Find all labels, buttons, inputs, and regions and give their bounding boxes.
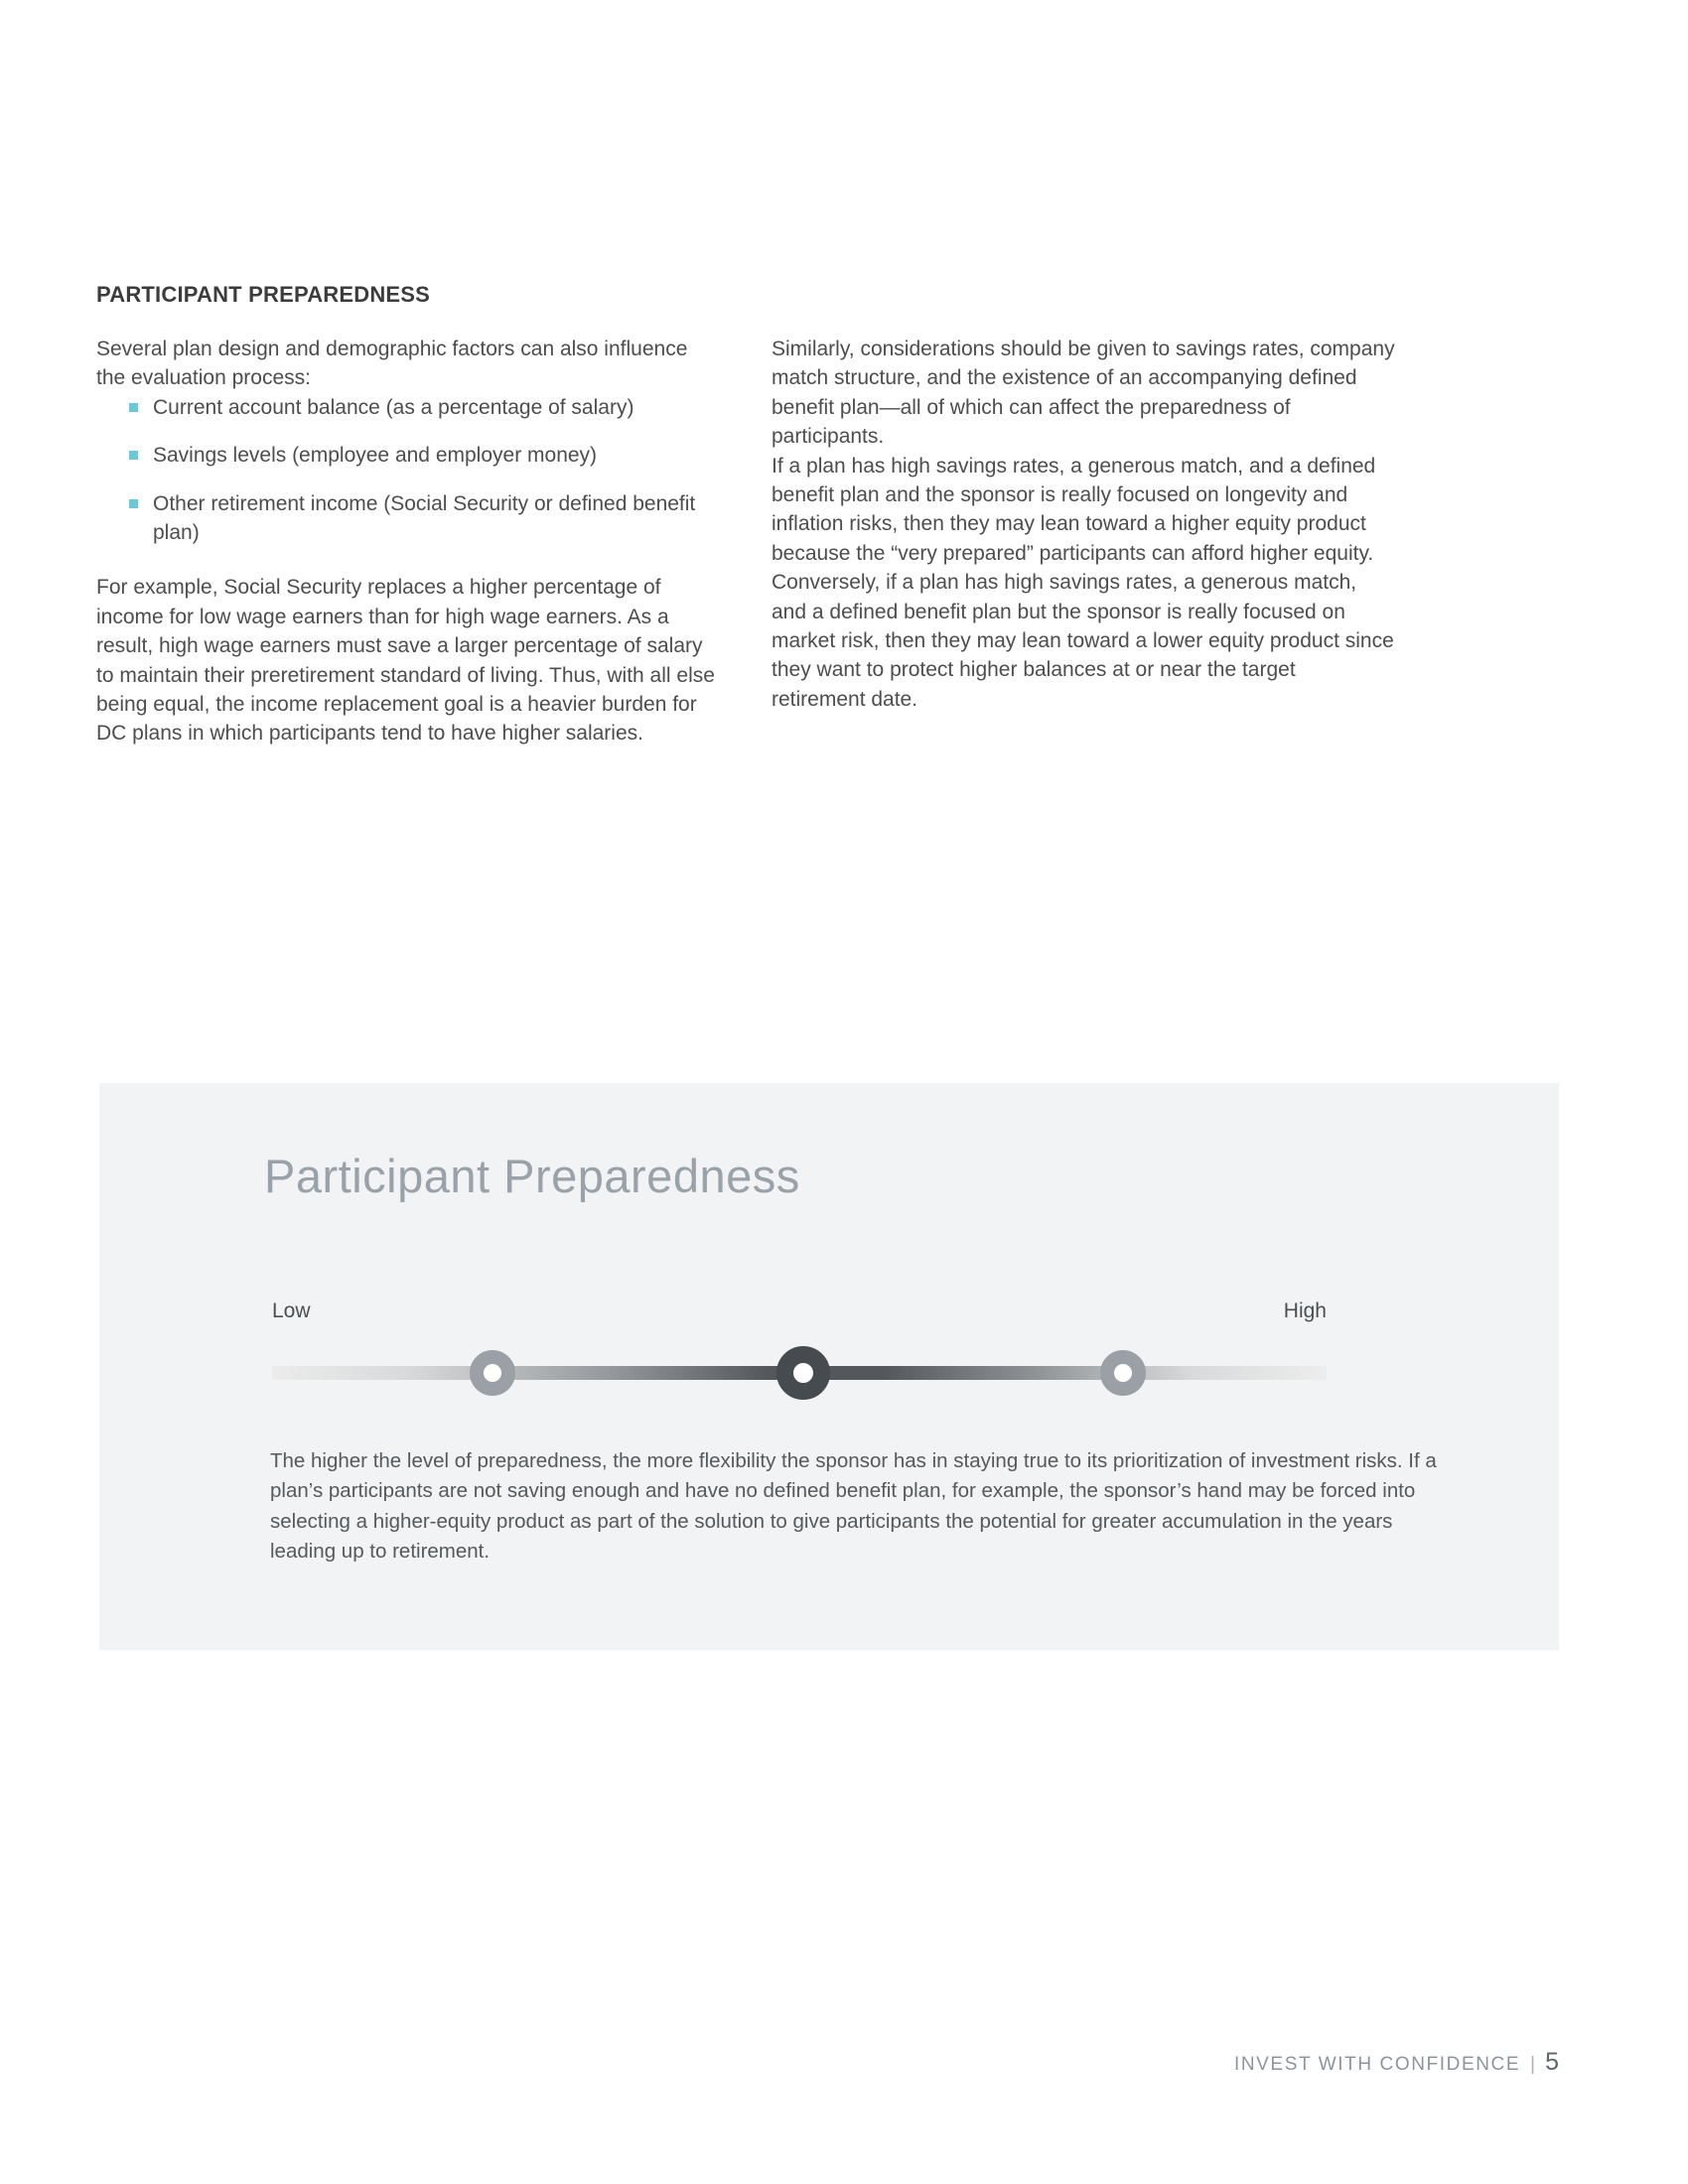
scale-marker-mid-icon	[776, 1346, 830, 1400]
bullet-square-icon	[129, 499, 138, 508]
figure-box	[99, 1083, 1559, 1650]
section-heading: PARTICIPANT PREPAREDNESS	[96, 282, 431, 307]
bullet-list	[96, 393, 720, 548]
scale-track-area	[272, 1348, 1327, 1398]
footer-separator: |	[1530, 2054, 1536, 2075]
footer-page-number: 5	[1545, 2048, 1559, 2076]
two-column-layout	[96, 335, 1395, 749]
footer-tagline: INVEST WITH CONFIDENCE	[1233, 2054, 1521, 2075]
list-item	[129, 393, 720, 422]
left-body-paragraph: For example, Social Security replaces a higher percentage of income for low wage earners than for high wage earners. As a result, high wage earners must save a larger percentage of salary to maintain their preretirement standard of living. Thus, with all else being equal, the income replacement goal is a heavier burden for DC plans in which participants tend to have higher salaries.	[96, 576, 715, 746]
bullet-square-icon	[129, 403, 138, 412]
right-column	[772, 335, 1395, 749]
scale-high-label: High	[1283, 1299, 1327, 1322]
right-body-paragraph-1: Similarly, considerations should be given to savings rates, company match structure, and the existence of an accompanying defined benefit plan—all of which can affect the preparedness of participants.	[772, 338, 1395, 449]
list-item-text: Savings levels (employee and employer money)	[153, 444, 598, 468]
scale-labels	[272, 1299, 1327, 1323]
list-item	[129, 441, 720, 470]
bullet-square-icon	[129, 451, 138, 460]
scale-marker-low-icon	[470, 1350, 515, 1396]
left-column	[96, 335, 720, 749]
right-body-paragraph-2: If a plan has high savings rates, a generous match, and a defined benefit plan and the sponsor is really focused on longevity and inflation risks, then they may lean toward a higher equity product because the “very prepared” participants can afford higher equity. Conversely, if a plan has high savings rates, a generous match, and a defined benefit plan but the sponsor is really focused on market risk, then they may lean toward a lower equity product since they want to protect higher balances at or near the target retirement date.	[772, 454, 1394, 711]
scale-marker-high-icon	[1100, 1350, 1146, 1396]
page-content	[96, 282, 1395, 749]
intro-paragraph: Several plan design and demographic factors can also influence the evaluation process:	[96, 338, 688, 390]
figure-title: Participant Preparedness	[264, 1150, 800, 1202]
list-item-text: Current account balance (as a percentage of salary)	[153, 395, 634, 419]
scale-low-label: Low	[272, 1299, 311, 1322]
preparedness-scale	[272, 1299, 1327, 1398]
page-footer	[1234, 2048, 1559, 2077]
list-item-text: Other retirement income (Social Security or defined benefit plan)	[153, 491, 696, 544]
list-item	[129, 489, 720, 548]
figure-caption: The higher the level of preparedness, the more flexibility the sponsor has in staying true to its prioritization of investment risks. If a plan’s participants are not saving enough and have no defined benefit plan, for example, the sponsor’s hand may be forced into selecting a higher-equity product as part of the solution to give participants the potential for greater accumulation in the years leading up to retirement.	[270, 1449, 1437, 1563]
